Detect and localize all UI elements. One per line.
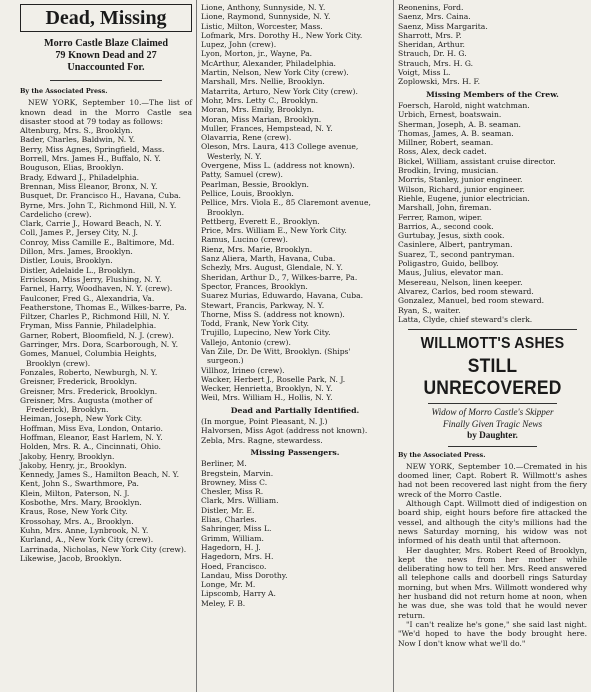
story-subhead: by Daughter. [467, 430, 518, 441]
byline: By the Associated Press. [20, 87, 108, 95]
list-item: Trujillo, Lupecino, New York City. [201, 328, 331, 338]
list-item: Holden, Mrs. R. A., Cincinnati, Ohio. [20, 442, 161, 452]
list-item: Likewise, Jacob, Brooklyn. [20, 553, 122, 563]
list-item: Bader, Charles, Baldwin, N. Y. [20, 135, 136, 145]
list-item: Distler, Adelaide L., Brooklyn. [20, 265, 136, 275]
list-item: Lupez, John (crew). [201, 40, 277, 50]
list-item: Foersch, Harold, night watchman. [398, 100, 530, 110]
column-1 [0, 0, 197, 692]
list-item: Weil, Mrs. William H., Hollis, N. Y. [201, 393, 333, 403]
column-2 [197, 0, 394, 692]
list-item: Matarrita, Arturo, New York City (crew). [201, 86, 358, 96]
list-item: Garringer, Mrs. Dora, Scarborough, N. Y. [20, 340, 179, 350]
column-3 [394, 0, 591, 692]
list-item: Elias, Charles. [201, 515, 257, 525]
list-item: Zoplowski, Mrs. H. F. [398, 77, 481, 87]
list-item: Saenz, Miss Margarita. [398, 21, 488, 31]
list-item: Meley, F. B. [201, 598, 246, 608]
list-item: Brennan, Miss Eleanor, Bronx, N. Y. [20, 181, 158, 191]
story-paragraph: "I can't realize he's gone," she said last night. "We'd hoped to have the body brought here. Now I don't know what we'll do." [398, 619, 587, 648]
list-item: Mohr, Mrs. Letty C., Brooklyn. [201, 95, 319, 105]
list-item: Filtzer, Charles P., Richmond Hill, N. Y. [20, 312, 170, 322]
list-item: Distler, Mr. E. [201, 505, 255, 515]
list-item: Landau, Miss Dorothy. [201, 570, 288, 580]
list-item: Sanz Aliera, Marth, Havana, Cuba. [201, 254, 336, 264]
story-paragraph: Although Capt. Willmott died of indigestion on board ship, eight hours before fire attacked the vessel, and although the city's millions had the news Saturday morning, his widow was not informed of his death until that afternoon. [398, 499, 587, 546]
list-item: Lione, Raymond, Sunnyside, N. Y. [201, 12, 331, 22]
missing-passengers-list [201, 459, 389, 608]
list-item: Patty, Samuel (crew). [201, 170, 283, 180]
identified-list [201, 417, 389, 445]
list-item: Conroy, Miss Camille E., Baltimore, Md. [20, 237, 175, 247]
subhead-line: Morro Castle Blaze Claimed [43, 38, 168, 49]
list-item: Coll, James P., Jersey City, N. J. [20, 228, 138, 238]
list-item: Farnel, Harry, Woodhaven, N. Y. (crew). [20, 284, 173, 294]
list-item: Featherstone, Thomas E., Wilkes-barre, Pa. [20, 302, 187, 312]
list-item: Millner, Robert, seaman. [398, 138, 494, 148]
missing-crew-list [398, 101, 587, 324]
list-item: Greisner, Mrs. Frederick, Brooklyn. [20, 386, 158, 396]
story-byline: By the Associated Press. [398, 450, 486, 459]
dead-list [20, 126, 192, 563]
list-item: Ramus, Lucino (crew). [201, 235, 288, 245]
list-item: Villhoz, Irineo (crew). [201, 365, 285, 375]
list-item: Marshall, John, fireman. [398, 203, 492, 213]
list-item: Sharrott, Mrs. P. [398, 30, 462, 40]
list-item: Overgene, Miss L. (address not known). [201, 161, 355, 171]
list-item: Kraus, Rose, New York City. [20, 507, 128, 517]
list-item: Clark, Carrie J., Howard Beach, N. Y. [20, 219, 162, 229]
list-item: Rienz, Mrs. Marie, Brooklyn. [201, 244, 313, 254]
list-item: Strauch, Mrs. H. G. [398, 58, 474, 68]
story-subhead: Finally Given Tragic News [442, 418, 543, 429]
list-item: Sheridan, Arthur D., 7, Wilkes-barre, Pa. [201, 272, 358, 282]
list-item: Suarez Murias, Eduwardo, Havana, Cuba. [201, 291, 364, 301]
list-item: Lione, Anthony, Sunnyside, N. Y. [201, 3, 326, 12]
list-item: Dillon, Mrs. James, Brooklyn. [20, 247, 133, 257]
list-item: Faulconer, Fred G., Alexandria, Va. [20, 293, 155, 303]
list-item: Stewart, Francis, Parkway, N. Y. [201, 300, 325, 310]
list-item: Brady, Edward J., Philadelphia. [20, 172, 140, 182]
list-item: Urbich, Ernest, boatswain. [398, 110, 502, 120]
list-item: Browney, Miss C. [201, 477, 268, 487]
list-item: Thorne, Miss S. (address not known). [201, 309, 345, 319]
headline-dead-missing: Dead, Missing [20, 4, 192, 32]
list-item: Greisner, Mrs. Augusta (mother of Frederick), Brooklyn. [20, 395, 153, 415]
list-item: Fonzales, Roberto, Newburgh, N. Y. [20, 367, 158, 377]
subhead-block [20, 38, 192, 74]
list-item: Byrne, Mrs. John T., Richmond Hill, N. Y. [20, 200, 177, 210]
list-item: Cardelicho (crew). [20, 209, 92, 219]
list-item: Longe, Mr. M. [201, 580, 256, 590]
list-item: Wacker, Herbert J., Roselle Park, N. J. [201, 374, 346, 384]
list-item: Sheridan, Arthur. [398, 40, 465, 50]
list-item: Ryan, S., waiter. [398, 305, 461, 315]
list-item: Sherman, Joseph, A. B. seaman. [398, 119, 521, 129]
section-head-identified: Dead and Partially Identified. [230, 405, 360, 415]
list-item: Poligastro, Guido, bellboy. [398, 259, 499, 269]
list-item: Pettberg, Everett E., Brooklyn. [201, 216, 320, 226]
list-item: Moran, Mrs. Emily, Brooklyn. [201, 105, 315, 115]
list-item: Moran, Miss Marian, Brooklyn. [201, 114, 322, 124]
list-item: Wecker, Henrietta, Brooklyn, N. Y. [201, 384, 333, 394]
list-item: (In morgue, Point Pleasant, N. J.) [201, 417, 328, 427]
list-item: Mesereau, Nelson, linen keeper. [398, 277, 523, 287]
list-item: Saenz, Mrs. Caina. [398, 12, 471, 22]
section-head-missing-crew: Missing Members of the Crew. [426, 89, 559, 99]
dead-list-continued [201, 3, 389, 403]
list-item: Garner, Robert, Bloomfield, N. J. (crew). [20, 330, 174, 340]
list-item: Kent, John S., Swarthmore, Pa. [20, 479, 139, 489]
list-item: Ross, Alex, deck cadet. [398, 147, 487, 157]
list-item: Gomes, Manuel, Columbia Heights, Brooklyn (crew). [20, 349, 157, 368]
list-item: Lofmark, Mrs. Dorothy H., New York City. [201, 30, 363, 40]
list-item: Hagedorn, Mrs. H. [201, 552, 274, 562]
list-item: Busquet, Dr. Francisco H., Havana, Cuba. [20, 191, 181, 201]
list-item: Wilson, Richard, junior engineer. [398, 184, 525, 194]
list-item: Sahringer, Miss L. [201, 524, 272, 534]
list-item: Grimm, William. [201, 533, 264, 543]
list-item: Thomas, James, A. B. seaman. [398, 128, 514, 138]
list-item: Vallejo, Antonio (crew). [201, 337, 291, 347]
list-item: Morris, Stanley, junior engineer. [398, 175, 523, 185]
list-item: Distler, Louis, Brooklyn. [20, 256, 113, 266]
list-item: Voigt, Miss L. [398, 68, 451, 78]
list-item: Martin, Nelson, New York City (crew). [201, 68, 349, 78]
list-item: Zebla, Mrs. Ragne, stewardess. [201, 435, 323, 445]
list-item: Listic, Milton, Worcester, Mass. [201, 21, 323, 31]
list-item: Schezly, Mrs. August, Glendale, N. Y. [201, 263, 343, 273]
list-item: Casinlere, Albert, pantryman. [398, 240, 513, 250]
list-item: Riehle, Eugene, junior electrician. [398, 193, 530, 203]
list-item: Barrios, A., second cook. [398, 221, 494, 231]
list-item: Pellice, Louis, Brooklyn. [201, 188, 294, 198]
subhead-line: 79 Known Dead and 27 [55, 50, 157, 61]
list-item: Hoffman, Miss Eva, London, Ontario. [20, 423, 163, 433]
missing-passengers-continued [398, 3, 587, 87]
list-item: Borrell, Mrs. James H., Buffalo, N. Y. [20, 154, 161, 164]
divider [50, 80, 162, 81]
list-item: Kennedy, James S., Hamilton Beach, N. Y. [20, 470, 180, 480]
list-item: Gurtubay, Jesus, sixth cook. [398, 231, 505, 241]
list-item: Suarez, T., second pantryman. [398, 249, 515, 259]
list-item: Kosbothe, Mrs. Mary, Brooklyn. [20, 498, 142, 508]
list-item: Ferrer, Ramon, wiper. [398, 212, 483, 222]
list-item: Klein, Milton, Paterson, N. J. [20, 488, 130, 498]
list-item: McArthur, Alexander, Philadelphia. [201, 58, 336, 68]
list-item: Marshall, Mrs. Nellie, Brooklyn. [201, 77, 325, 87]
list-item: Lyon, Morton, jr., Wayne, Pa. [201, 49, 313, 59]
divider [428, 403, 557, 404]
list-item: Spector, Frances, Brooklyn. [201, 281, 308, 291]
list-item: Olavarria, Rene (crew). [201, 133, 292, 143]
list-item: Clark, Mrs. William. [201, 496, 279, 506]
list-item: Latta, Clyde, chief steward's clerk. [398, 314, 533, 324]
divider [408, 329, 577, 330]
list-item: Berliner, M. [201, 459, 247, 469]
list-item: Todd, Frank, New York City. [201, 319, 309, 329]
list-item: Altenburg, Mrs. S., Brooklyn. [20, 126, 133, 136]
list-item: Krossohay, Mrs. A., Brooklyn. [20, 516, 134, 526]
list-item: Halvorsen, Miss Agot (address not known). [201, 426, 368, 436]
list-item: Pellice, Mrs. Viola E., 85 Claremont avenue, Brooklyn. [201, 198, 371, 217]
list-item: Reonenins, Ford. [398, 3, 464, 12]
story-subhead: Widow of Morro Castle's Skipper [431, 407, 554, 418]
list-item: Price, Mrs. William E., New York City. [201, 226, 347, 236]
story-body [398, 462, 587, 648]
list-item: Pearlman, Bessie, Brooklyn. [201, 179, 309, 189]
section-head-missing-passengers: Missing Passengers. [250, 447, 340, 457]
subhead-line: Unaccounted For. [67, 62, 145, 73]
list-item: Brodkin, Irving, musician. [398, 166, 499, 176]
intro-paragraph: NEW YORK, September 10.—The list of known dead in the Morro Castle sea disaster stood at 79 today as follows: [20, 98, 192, 126]
list-item: Van Zile, Dr. De Witt, Brooklyn. (Ships' surgeon.) [201, 346, 351, 366]
list-item: Bickel, William, assistant cruise director. [398, 156, 556, 166]
list-item: Muller, Frances, Hempstead, N. Y. [201, 123, 333, 133]
list-item: Lipscomb, Harry A. [201, 589, 276, 599]
list-item: Strauch, Dr. H. G. [398, 49, 467, 59]
story-headline: STILL UNRECOVERED [423, 356, 562, 400]
list-item: Larrinada, Nicholas, New York City (crew). [20, 544, 187, 554]
divider [448, 446, 537, 447]
list-item: Alvarez, Carlos, bed room steward. [398, 286, 534, 296]
list-item: Chesler, Miss R. [201, 487, 264, 497]
list-item: Kurland, A., New York City (crew). [20, 535, 154, 545]
list-item: Berry, Miss Agnes, Springfield, Mass. [20, 144, 165, 154]
story-paragraph: NEW YORK, September 10.—Cremated in his doomed liner, Capt. Robert R. Willmott's ashes had not been recovered last night from the fiery wreck of the Morro Castle. [398, 461, 587, 499]
story-paragraph: Her daughter, Mrs. Robert Reed of Brooklyn, kept the news from her mother while deliberating how to tell her. Mrs. Reed answered all telephone calls and doorbell rings Saturday morning, but when Mrs. Willmott wondered why her husband did not return home at noon, when he was due, she was told that he would never return. [398, 545, 588, 620]
list-item: Jakoby, Henry, jr., Brooklyn. [20, 460, 127, 470]
list-item: Hoed, Francisco. [201, 561, 267, 571]
list-item: Greisner, Frederick, Brooklyn. [20, 377, 137, 387]
list-item: Bouguson, Elias, Brooklyn. [20, 163, 124, 173]
list-item: Hagedorn, H. J. [201, 542, 261, 552]
list-item: Oleson, Mrs. Laura, 413 College avenue, Westerly, N. Y. [201, 142, 359, 161]
list-item: Hoffman, Eleanor, East Harlem, N. Y. [20, 432, 163, 442]
list-item: Gonzalez, Manuel, bed room steward. [398, 296, 545, 306]
list-item: Maus, Julius, elevator man. [398, 268, 504, 278]
list-item: Fryman, Miss Fannie, Philadelphia. [20, 321, 157, 331]
list-item: Errickson, Miss Jerry, Flushing, N. Y. [20, 274, 162, 284]
story-headline: WILLMOTT'S ASHES [420, 335, 565, 353]
list-item: Heiman, Joseph, New York City. [20, 414, 143, 424]
list-item: Jakoby, Henry, Brooklyn. [20, 451, 115, 461]
list-item: Kuhn, Mrs. Anne, Lynbrook, N. Y. [20, 525, 149, 535]
list-item: Bregstein, Marvin. [201, 468, 274, 478]
